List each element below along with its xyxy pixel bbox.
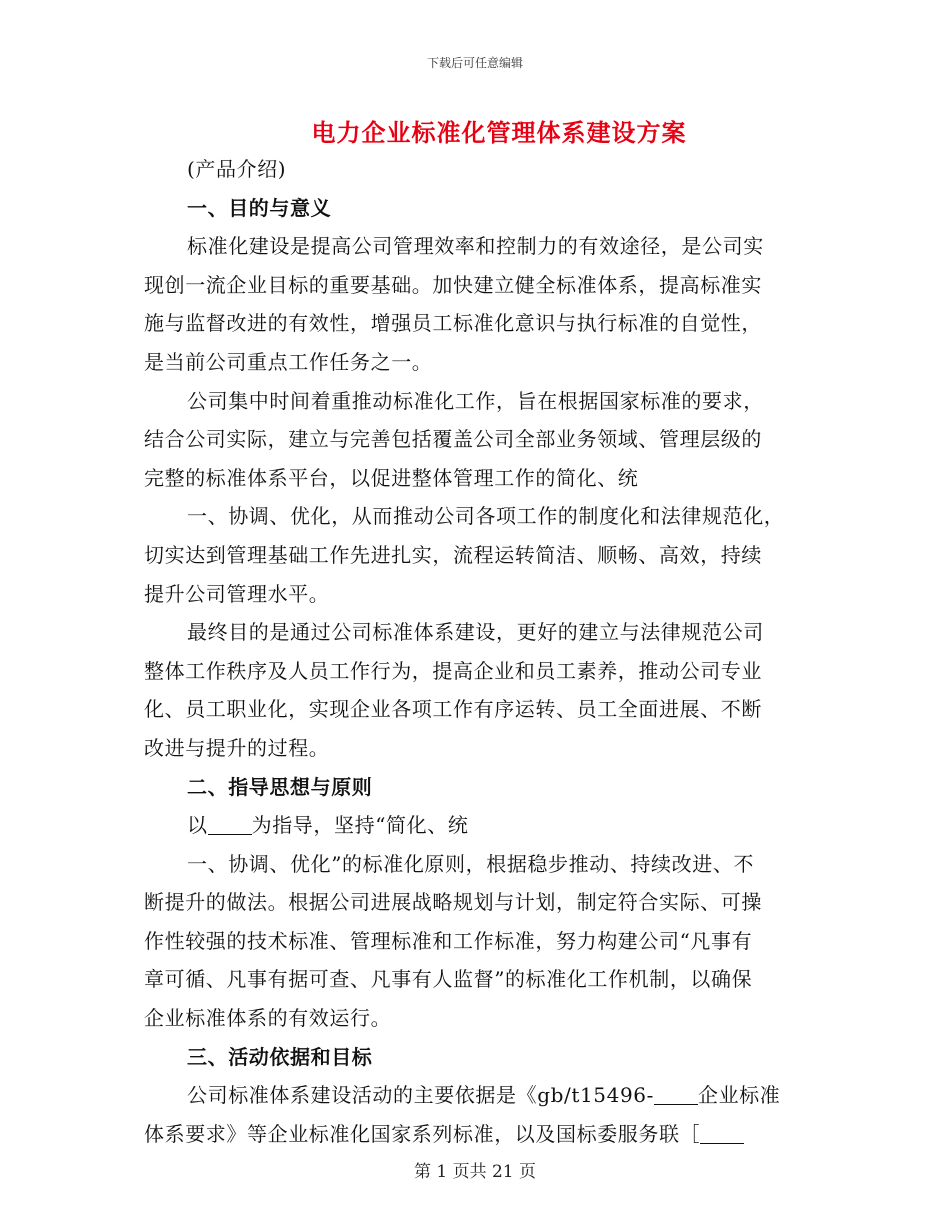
paragraph-text: 以: [187, 813, 208, 838]
paragraph-line: 断提升的做法。根据公司进展战略规划与计划，制定符合实际、可操: [144, 890, 762, 915]
paragraph-line: 企业标准体系的有效运行。: [144, 1006, 392, 1031]
paragraph-line: 施与监督改进的有效性，增强员工标准化意识与执行标准的自觉性，: [144, 311, 762, 336]
paragraph-line: 章可循、凡事有据可查、凡事有人监督”的标准化工作机制，以确保: [144, 967, 753, 992]
paragraph-line: 作性较强的技术标准、管理标准和工作标准，努力构建公司“凡事有: [144, 928, 753, 953]
paragraph-4: [144, 613, 796, 767]
paragraph-text: 体系要求》等企业标准化国家系列标准，以及国标委服务联［: [144, 1121, 701, 1146]
fill-in-blank: [654, 1084, 698, 1105]
fill-in-blank: [700, 1123, 744, 1144]
paragraph-line: 提升公司管理水平。: [144, 581, 330, 606]
fill-in-blank: [208, 814, 252, 835]
paragraph-line: 公司集中时间着重推动标准化工作，旨在根据国家标准的要求，: [187, 388, 764, 413]
paragraph-line: 完整的标准体系平台，以促进整体管理工作的简化、统: [144, 465, 639, 490]
section-heading-1: 一、目的与意义: [187, 195, 332, 220]
paragraph-line: 切实达到管理基础工作先进扎实，流程运转简洁、顺畅、高效，持续: [144, 542, 762, 567]
paragraph-3: [144, 497, 796, 613]
paragraph-line: [144, 1115, 796, 1154]
paragraph-text: 企业标准: [697, 1083, 781, 1108]
product-intro: (产品介绍): [187, 157, 287, 181]
paragraph-line: 一、协调、优化”的标准化原则，根据稳步推动、持续改进、不: [187, 851, 755, 876]
paragraph-line: 现创一流企业目标的重要基础。加快建立健全标准体系，提高标准实: [144, 272, 762, 297]
document-title: 电力企业标准化管理体系建设方案: [311, 118, 687, 147]
paragraph-line: 整体工作秩序及人员工作行为，提高企业和员工素养，推动公司专业: [144, 658, 762, 683]
paragraph-line: 最终目的是通过公司标准体系建设，更好的建立与法律规范公司: [187, 620, 764, 645]
paragraph-line: 化、员工职业化，实现企业各项工作有序运转、员工全面进展、不断: [144, 697, 762, 722]
paragraph-2: [144, 382, 796, 498]
paragraph-6: [144, 845, 796, 1038]
paragraph-line: 是当前公司重点工作任务之一。: [144, 349, 433, 374]
paragraph-text: 公司标准体系建设活动的主要依据是《gb/t15496-: [187, 1083, 654, 1108]
paragraph-1: [144, 227, 796, 381]
paragraph-line: [144, 1076, 796, 1115]
paragraph-line: 一、协调、优化，从而推动公司各项工作的制度化和法律规范化，: [187, 504, 785, 529]
page-footer: 第 1 页共 21 页: [413, 1162, 537, 1182]
section-heading-3: 三、活动依据和目标: [187, 1044, 373, 1069]
paragraph-text: 为指导，坚持“简化、统: [251, 813, 469, 838]
paragraph-5: [144, 806, 796, 845]
paragraph-line: 改进与提升的过程。: [144, 735, 330, 760]
paragraph-7: [144, 1076, 796, 1153]
page-header: 下载后可任意编辑: [426, 56, 523, 70]
document-body: [144, 150, 796, 1153]
section-heading-2: 二、指导思想与原则: [187, 774, 373, 799]
paragraph-line: 标准化建设是提高公司管理效率和控制力的有效途径，是公司实: [187, 234, 764, 259]
paragraph-line: 结合公司实际，建立与完善包括覆盖公司全部业务领域、管理层级的: [144, 427, 762, 452]
